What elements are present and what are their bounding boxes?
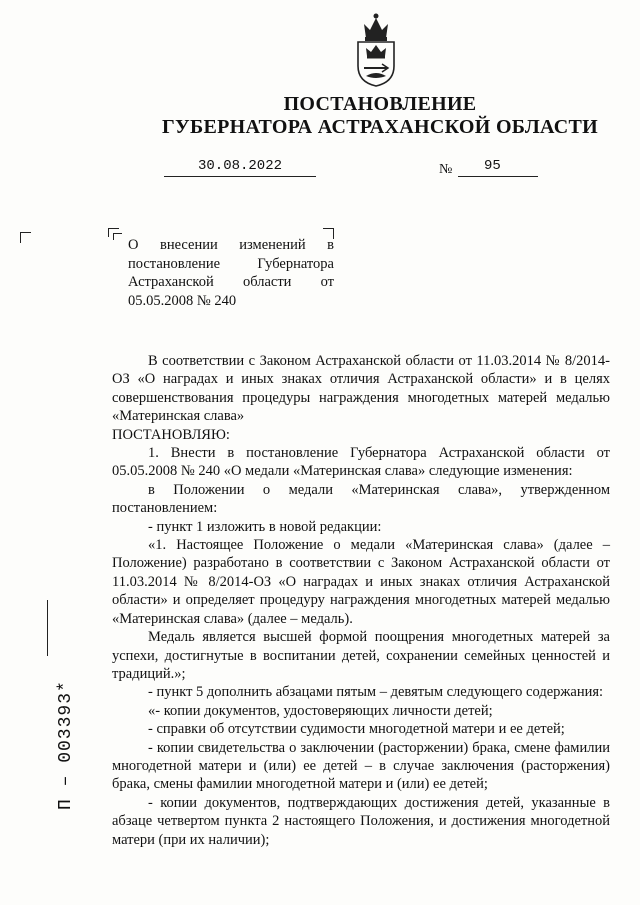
serial-number: П – 003393*: [56, 680, 76, 810]
number-underline: [458, 176, 538, 177]
document-body: [112, 352, 610, 849]
document-date: 30.08.2022: [198, 158, 283, 174]
document-issuer: ГУБЕРНАТОРА АСТРАХАНСКОЙ ОБЛАСТИ: [161, 116, 599, 138]
paragraph: В соответствии с Законом Астраханской области от 11.03.2014 № 8/2014-ОЗ «О наградах и иных знаках отличия Астраханской области» и в целях совершенствования процедуры награждения многодетных матерей медалью «Материнская слава»: [112, 353, 610, 425]
paragraph: - копии свидетельства о заключении (расторжении) брака, смене фамилии многодетной матери и (или) ее детей – в случае заключения (расторжения) брака, смены фамилии многодетной матери и (или) ее детей;: [112, 739, 610, 793]
document-subject: О внесении изменений в постановление Губернатора Астраханской области от 05.05.2008 № 240: [128, 237, 334, 309]
paragraph: - копии документов, подтверждающих достижения детей, указанные в абзаце четвертом пункта 2 настоящего Положения, и достижения многодетной матери (при их наличии);: [112, 794, 610, 848]
number-sign: №: [439, 162, 453, 177]
paragraph: - пункт 1 изложить в новой редакции:: [148, 518, 382, 535]
paragraph: «1. Настоящее Положение о медали «Материнская слава» (далее – Положение) разработано в соответствии с Законом Астраханской области от 11.03.2014 № 8/2014-ОЗ «О наградах и иных знаках отличия Астраханской области» и определяет процедуру награждения многодетных матерей медалью «Материнская слава» (далее – медаль).: [112, 537, 610, 627]
document-number: 95: [484, 158, 501, 174]
paragraph: в Положении о медали «Материнская слава», утвержденном постановлением:: [112, 481, 610, 517]
paragraph: - справки об отсутствии судимости многодетной матери и ее детей;: [148, 721, 565, 738]
coat-of-arms-icon: [352, 8, 400, 88]
margin-mark: [47, 600, 48, 656]
paragraph: «- копии документов, удостоверяющих личности детей;: [148, 702, 493, 719]
corner-bracket-left: [20, 232, 31, 243]
paragraph: 1. Внести в постановление Губернатора Астраханской области от 05.05.2008 № 240 «О медали «Материнская слава» следующие изменения:: [112, 445, 610, 480]
document-title: ПОСТАНОВЛЕНИЕ: [283, 93, 477, 115]
corner-bracket-subject-inner: [113, 233, 122, 240]
paragraph: - пункт 5 дополнить абзацами пятым – девятым следующего содержания:: [148, 684, 604, 701]
decree-word: ПОСТАНОВЛЯЮ:: [112, 426, 230, 443]
date-underline: [164, 176, 316, 177]
paragraph: Медаль является высшей формой поощрения многодетных матерей за успехи, достигнутые в воспитании детей, сохранении семейных ценностей и традиций.»;: [112, 629, 610, 682]
